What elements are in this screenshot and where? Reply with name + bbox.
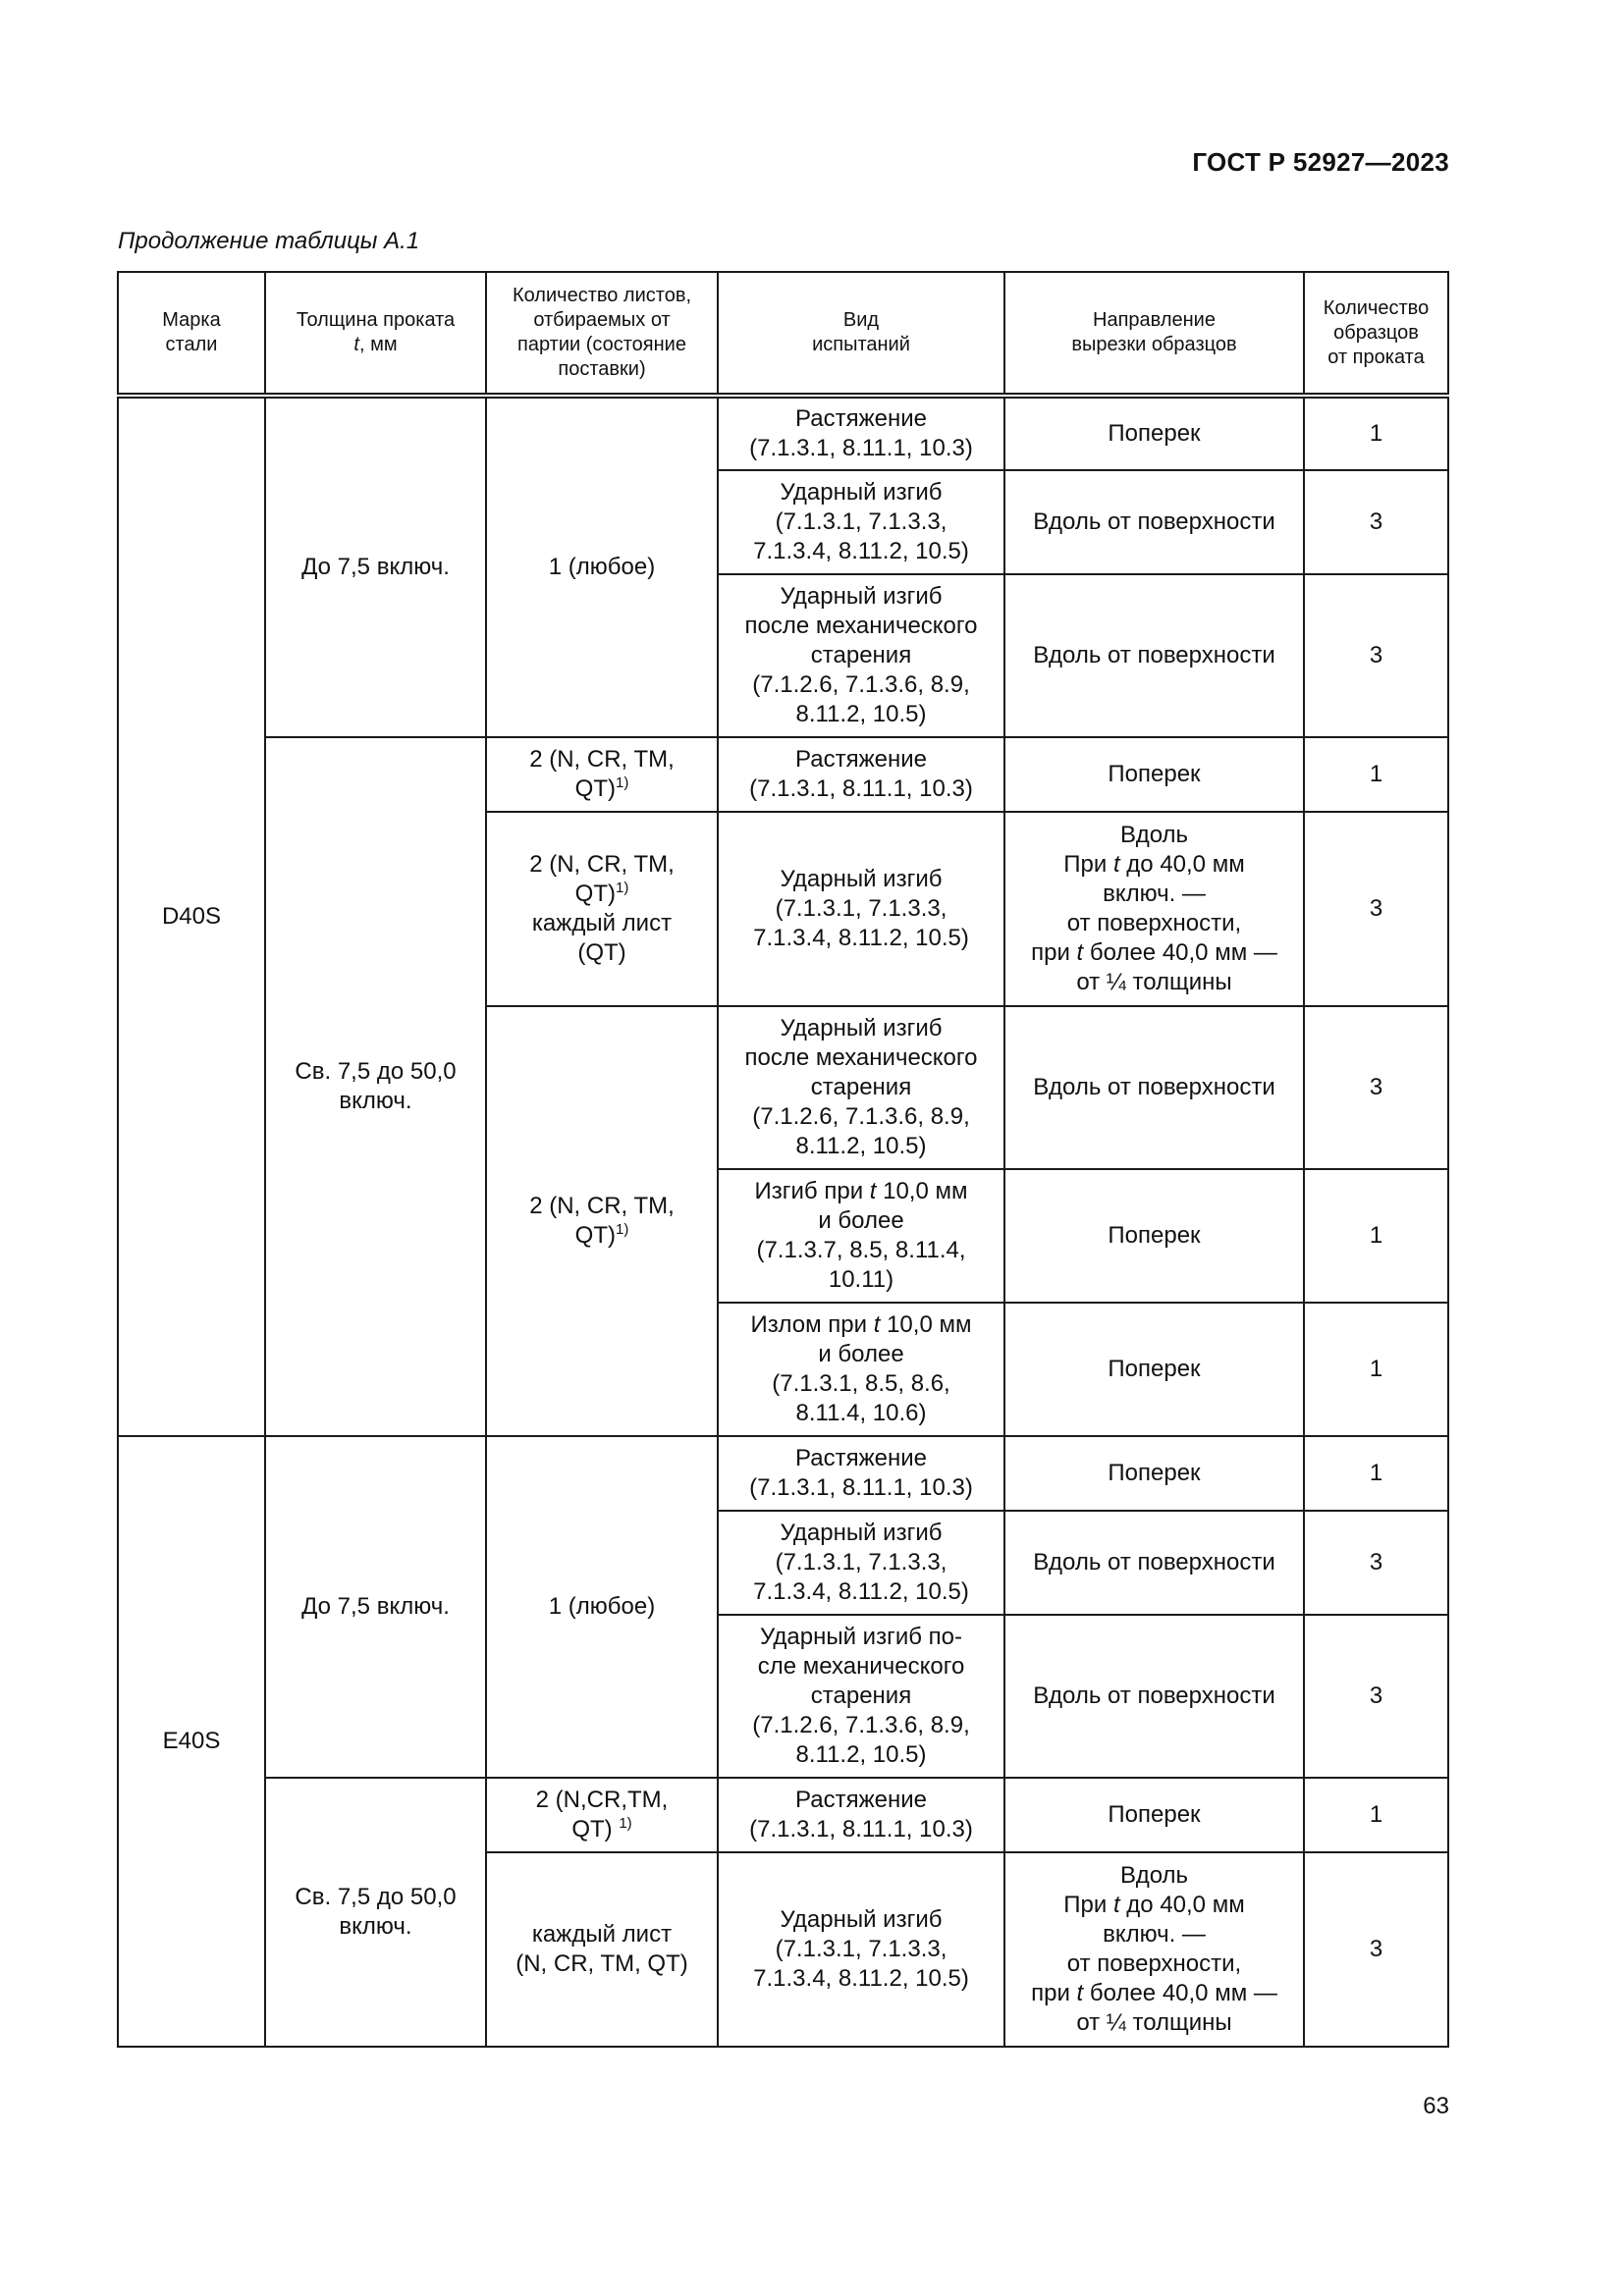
thickness-symbol: t	[869, 1178, 877, 1204]
test-type-text: 10,0 мм и более (7.1.3.1, 8.5, 8.6, 8.11.4, 10.6)	[772, 1311, 972, 1426]
direction-cell	[1004, 1852, 1304, 2047]
thickness-cell: До 7,5 включ.	[265, 1436, 486, 1778]
direction-cell	[1004, 812, 1304, 1006]
table-row	[118, 396, 1448, 470]
direction-cell: Вдоль от поверхности	[1004, 1615, 1304, 1778]
footnote-mark: 1)	[619, 1815, 632, 1832]
direction-cell: Поперек	[1004, 1169, 1304, 1303]
thickness-symbol: t	[873, 1311, 881, 1338]
sheet-count-cell	[486, 737, 718, 812]
direction-cell: Вдоль от поверхности	[1004, 1006, 1304, 1169]
col-header-thickness	[265, 272, 486, 396]
test-type-text: 10,0 мм и более (7.1.3.7, 8.5, 8.11.4, 10.11)	[756, 1178, 968, 1293]
thickness-symbol: t	[1112, 1892, 1120, 1918]
test-type-cell: Ударный изгиб после механического старения (7.1.2.6, 7.1.3.6, 8.9, 8.11.2, 10.5)	[718, 1006, 1004, 1169]
footnote-mark: 1)	[615, 880, 629, 896]
document-code: ГОСТ Р 52927—2023	[1192, 147, 1449, 177]
direction-cell: Поперек	[1004, 1303, 1304, 1436]
direction-text: Вдоль При	[1063, 1862, 1189, 1918]
count-cell: 3	[1304, 470, 1448, 574]
thickness-unit: , мм	[358, 334, 398, 355]
test-type-cell	[718, 1303, 1004, 1436]
sheet-count-cell: 1 (любое)	[486, 1436, 718, 1778]
sheet-count-cell	[486, 812, 718, 1006]
test-type-cell: Растяжение (7.1.3.1, 8.11.1, 10.3)	[718, 1778, 1004, 1852]
table-row	[118, 1778, 1448, 1852]
sheet-count-each: каждый лист (QT)	[531, 910, 673, 966]
thickness-symbol: t	[1076, 1980, 1084, 2006]
col-header-test-type: Вид испытаний	[718, 272, 1004, 396]
count-cell: 1	[1304, 1303, 1448, 1436]
direction-cell: Вдоль от поверхности	[1004, 1511, 1304, 1615]
direction-text: Вдоль При	[1063, 822, 1189, 878]
thickness-symbol: t	[1112, 851, 1120, 878]
direction-text: до 40,0 мм включ. — от поверхности, при	[1031, 851, 1245, 966]
col-header-cut-direction: Направление вырезки образцов	[1004, 272, 1304, 396]
count-cell: 3	[1304, 574, 1448, 737]
thickness-symbol: t	[353, 334, 359, 355]
thickness-cell: До 7,5 включ.	[265, 396, 486, 737]
sheet-count-text: 2 (N,CR,TM, QT)	[535, 1787, 669, 1842]
col-header-specimen-count: Количество образцов от проката	[1304, 272, 1448, 396]
thickness-cell: Св. 7,5 до 50,0 включ.	[265, 737, 486, 1436]
col-header-sheet-count: Количество листов, отбираемых от партии (состояние поставки)	[486, 272, 718, 396]
direction-cell: Вдоль от поверхности	[1004, 574, 1304, 737]
sheet-count-text: 2 (N, CR, TM, QT)	[529, 1193, 675, 1249]
grade-cell: D40S	[118, 396, 265, 1436]
sheet-count-text: 2 (N, CR, TM, QT)	[529, 746, 675, 802]
thickness-header-text: Толщина проката	[296, 309, 456, 331]
direction-cell: Поперек	[1004, 396, 1304, 470]
sheet-count-cell	[486, 1778, 718, 1852]
count-cell: 1	[1304, 396, 1448, 470]
test-type-cell: Ударный изгиб (7.1.3.1, 7.1.3.3, 7.1.3.4, 8.11.2, 10.5)	[718, 470, 1004, 574]
direction-cell: Поперек	[1004, 1778, 1304, 1852]
sheet-count-cell: каждый лист (N, CR, TM, QT)	[486, 1852, 718, 2047]
count-cell: 3	[1304, 1615, 1448, 1778]
grade-cell: E40S	[118, 1436, 265, 2047]
test-type-text: Изгиб при	[754, 1178, 870, 1204]
test-type-cell: Ударный изгиб после механического старения (7.1.2.6, 7.1.3.6, 8.9, 8.11.2, 10.5)	[718, 574, 1004, 737]
col-header-grade: Марка стали	[118, 272, 265, 396]
count-cell: 3	[1304, 1511, 1448, 1615]
test-type-cell: Растяжение (7.1.3.1, 8.11.1, 10.3)	[718, 1436, 1004, 1511]
table-caption: Продолжение таблицы А.1	[118, 228, 420, 254]
count-cell: 1	[1304, 1778, 1448, 1852]
test-type-cell: Ударный изгиб по- сле механического старения (7.1.2.6, 7.1.3.6, 8.9, 8.11.2, 10.5)	[718, 1615, 1004, 1778]
table-header-row	[118, 272, 1448, 396]
test-type-cell: Растяжение (7.1.3.1, 8.11.1, 10.3)	[718, 396, 1004, 470]
count-cell: 1	[1304, 1436, 1448, 1511]
count-cell: 1	[1304, 737, 1448, 812]
direction-cell: Поперек	[1004, 1436, 1304, 1511]
direction-text: более 40,0 мм — от ¼ толщины	[1076, 1980, 1277, 2036]
count-cell: 3	[1304, 1852, 1448, 2047]
direction-text: до 40,0 мм включ. — от поверхности, при	[1031, 1892, 1245, 2006]
direction-text: более 40,0 мм — от ¼ толщины	[1076, 939, 1277, 995]
thickness-cell: Св. 7,5 до 50,0 включ.	[265, 1778, 486, 2047]
count-cell: 3	[1304, 1006, 1448, 1169]
table-row	[118, 1436, 1448, 1511]
test-type-cell: Ударный изгиб (7.1.3.1, 7.1.3.3, 7.1.3.4, 8.11.2, 10.5)	[718, 812, 1004, 1006]
sheet-count-cell	[486, 1006, 718, 1436]
test-type-cell: Растяжение (7.1.3.1, 8.11.1, 10.3)	[718, 737, 1004, 812]
test-type-text: Излом при	[750, 1311, 874, 1338]
specimen-table	[117, 271, 1449, 2048]
sheet-count-text: 2 (N, CR, TM, QT)	[529, 851, 675, 907]
table-row	[118, 737, 1448, 812]
footnote-mark: 1)	[615, 1221, 629, 1238]
count-cell: 1	[1304, 1169, 1448, 1303]
count-cell: 3	[1304, 812, 1448, 1006]
test-type-cell: Ударный изгиб (7.1.3.1, 7.1.3.3, 7.1.3.4, 8.11.2, 10.5)	[718, 1511, 1004, 1615]
direction-cell: Вдоль от поверхности	[1004, 470, 1304, 574]
thickness-symbol: t	[1076, 939, 1084, 966]
test-type-cell	[718, 1169, 1004, 1303]
sheet-count-cell: 1 (любое)	[486, 396, 718, 737]
test-type-cell: Ударный изгиб (7.1.3.1, 7.1.3.3, 7.1.3.4, 8.11.2, 10.5)	[718, 1852, 1004, 2047]
page-number: 63	[1423, 2093, 1449, 2119]
direction-cell: Поперек	[1004, 737, 1304, 812]
footnote-mark: 1)	[615, 774, 629, 791]
